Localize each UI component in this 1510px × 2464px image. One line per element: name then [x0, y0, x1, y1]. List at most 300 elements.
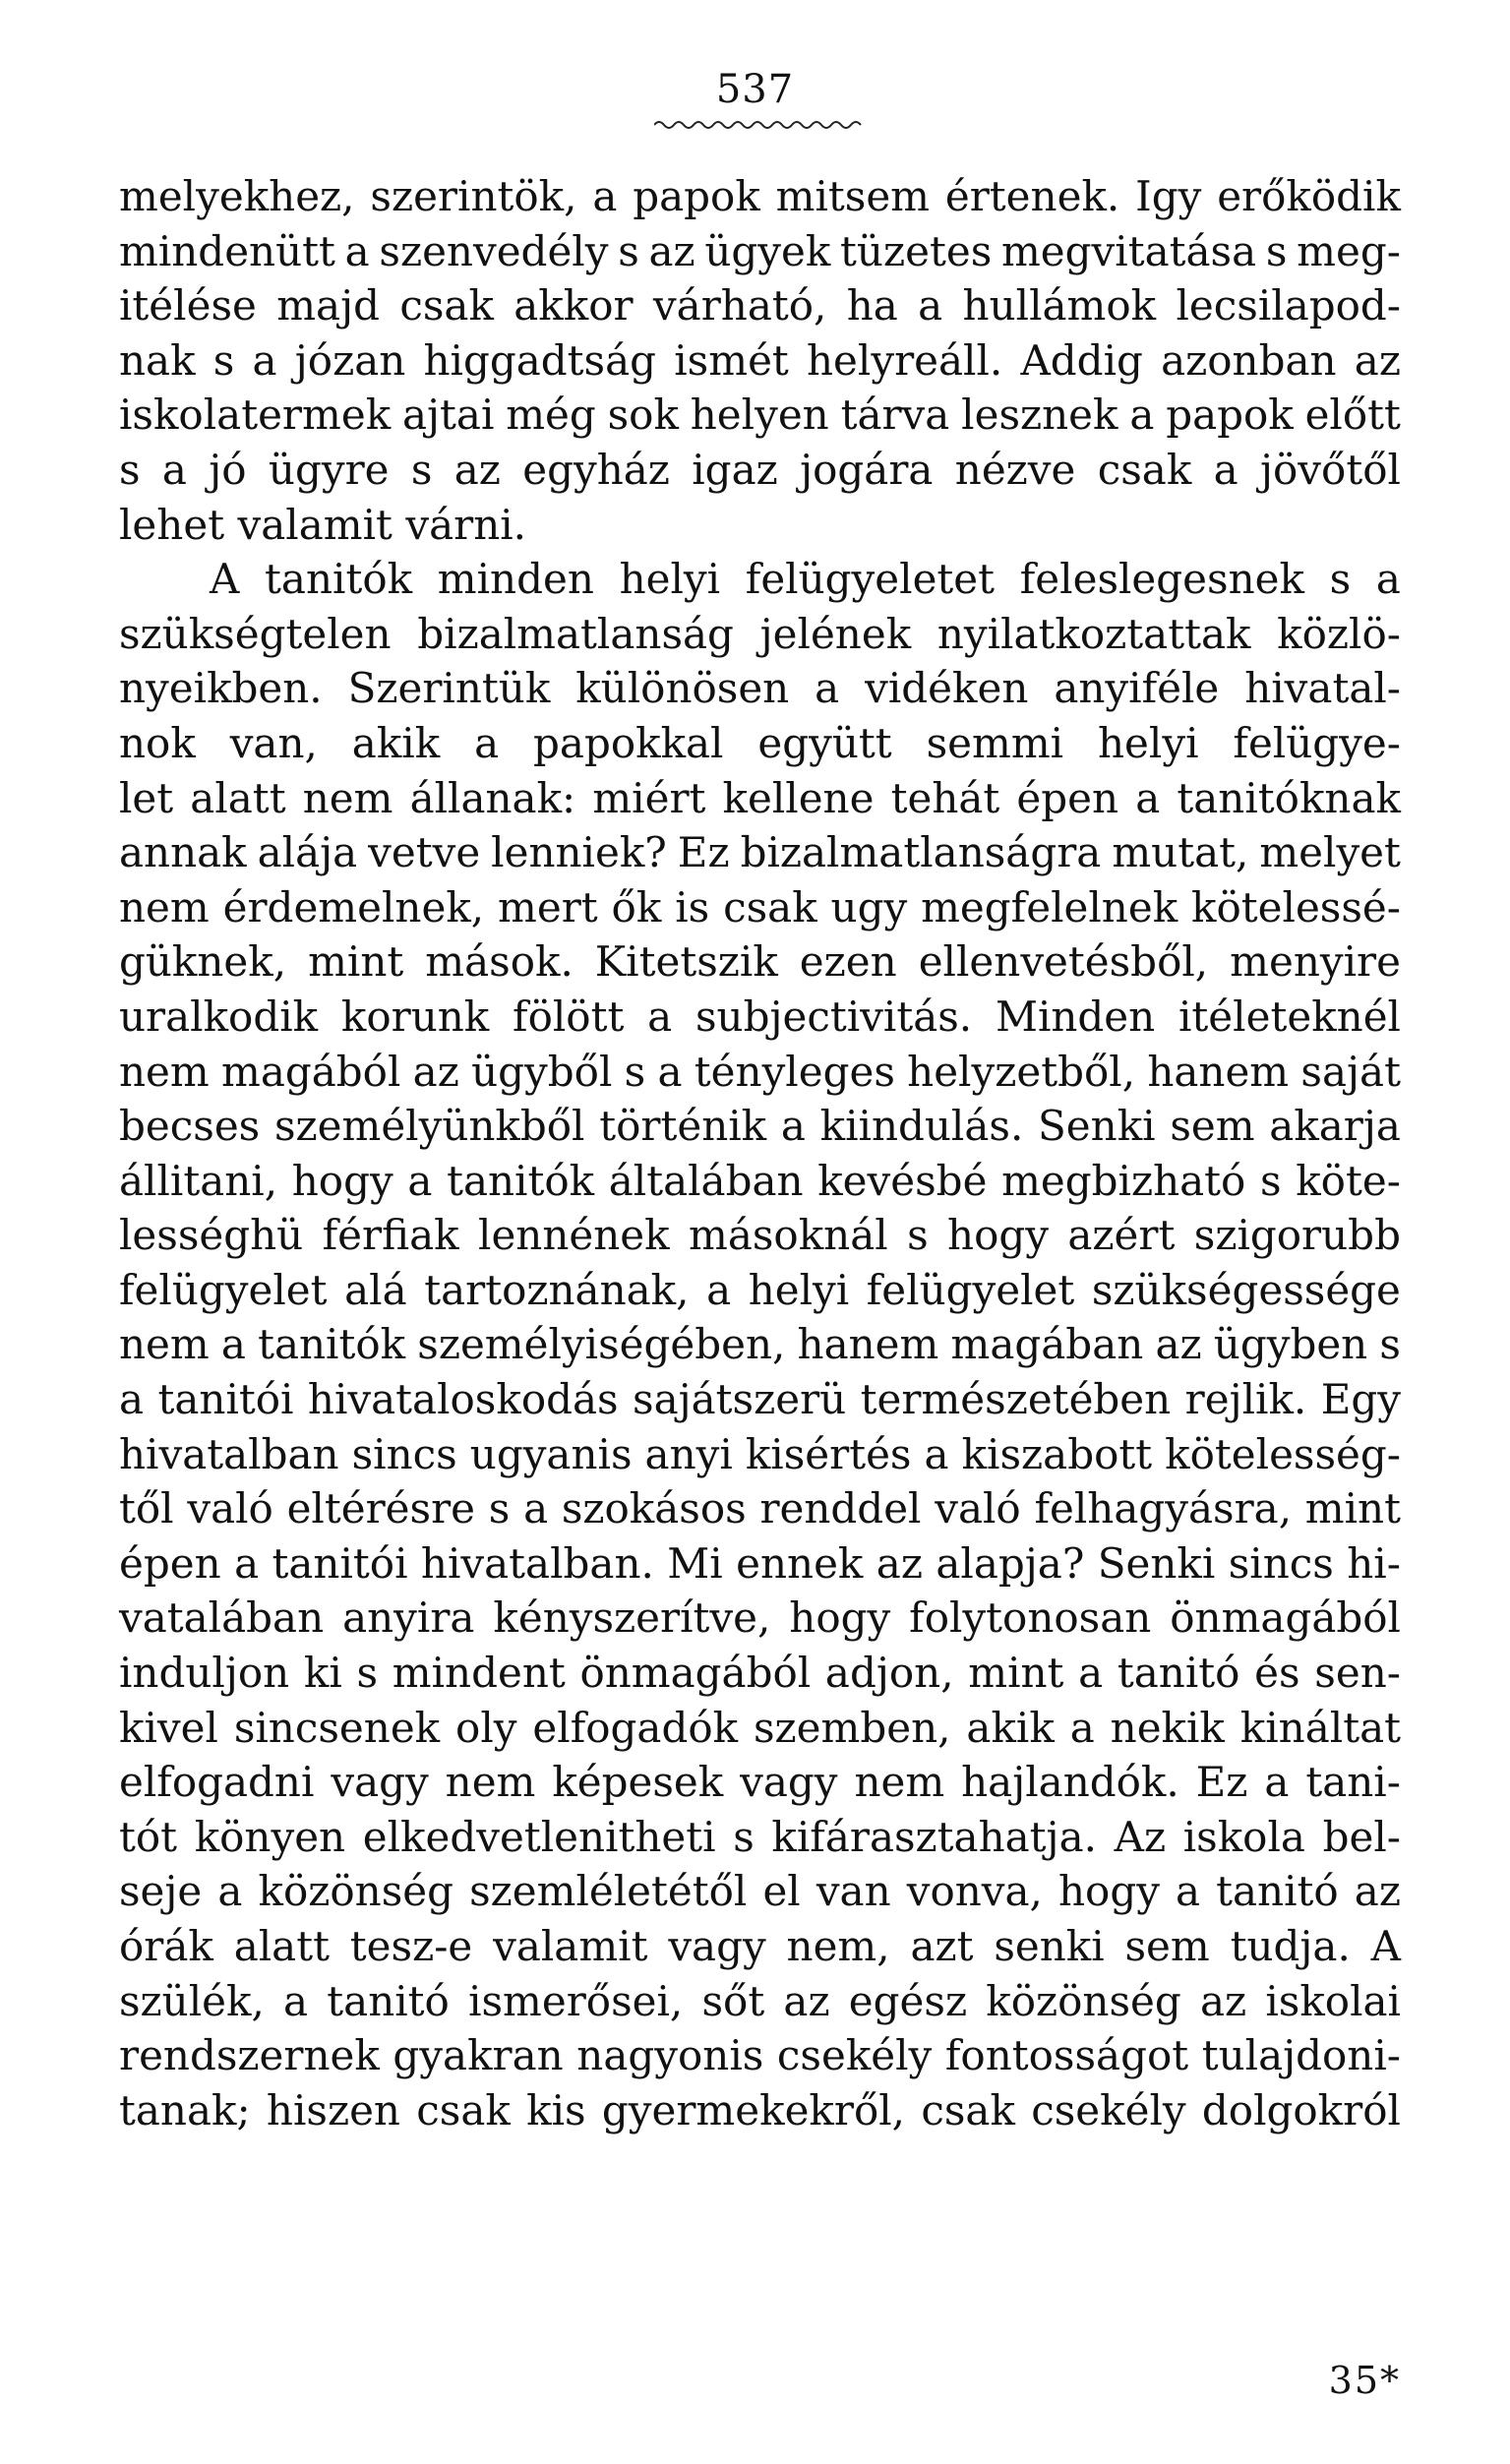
word: ugyanis [469, 1429, 633, 1478]
word: gyermekekről, [601, 2085, 906, 2134]
text-line [119, 934, 1401, 990]
word: helyzetből, [907, 1047, 1136, 1096]
word: kisértés [745, 1429, 912, 1478]
word: szükségtelen [119, 609, 392, 658]
word: kivel [119, 1703, 218, 1752]
word: kiszabott [961, 1429, 1153, 1478]
word: ugy [830, 882, 908, 932]
word: a [161, 445, 187, 494]
word: hiszen [266, 2085, 400, 2134]
word: A [1370, 1922, 1401, 1970]
word: ők [611, 882, 662, 932]
word: személyiségében, [417, 1320, 786, 1369]
text-line [119, 2028, 1401, 2083]
word: azt [910, 1922, 974, 1970]
word: a [1176, 1867, 1201, 1916]
word: s [907, 1211, 929, 1260]
word: rejlik. [1184, 1375, 1307, 1424]
word: csak [921, 2085, 1015, 2134]
word: józan [294, 335, 406, 385]
word: tárva [840, 391, 950, 440]
text-line [119, 1919, 1401, 1974]
word: magában [950, 1320, 1144, 1369]
word: Kitetszik [594, 937, 778, 987]
text-line [119, 771, 1401, 826]
word: papok [633, 172, 760, 220]
word: ha [846, 281, 898, 331]
word: tanak; [119, 2085, 251, 2134]
word: tényleges [694, 1047, 895, 1096]
word: sen- [1314, 1649, 1401, 1698]
text-line [119, 1427, 1401, 1482]
word: a [220, 1320, 246, 1369]
word: természetében [860, 1375, 1172, 1424]
word: iskola [1182, 1812, 1305, 1861]
word: ellenvetésből, [918, 937, 1209, 987]
word: szigorubb [1193, 1211, 1401, 1260]
word: helyreáll. [807, 335, 1003, 385]
word: s [618, 226, 639, 275]
word: vagy [331, 1758, 429, 1807]
body-text [119, 169, 1401, 2137]
word: közönség [986, 1976, 1181, 2025]
text-line [119, 278, 1401, 333]
word: mint [968, 1649, 1064, 1698]
word: nem, [786, 1922, 890, 1970]
word: s [1329, 555, 1352, 604]
text-line [119, 2083, 1401, 2138]
word: senki [994, 1922, 1105, 1970]
word: től [119, 1484, 174, 1533]
word: férfiak [322, 1211, 459, 1260]
text-line [119, 1646, 1401, 1701]
word: mint [308, 937, 404, 987]
word: hogy [947, 1211, 1049, 1260]
text-line [119, 990, 1401, 1045]
word: nem [119, 1320, 210, 1369]
word: a [657, 1047, 683, 1096]
word: melyet [1259, 828, 1401, 877]
word: Senki [1038, 1102, 1156, 1151]
word: alapja? [936, 1538, 1085, 1588]
word: szemben, [753, 1703, 951, 1752]
word: lennének [478, 1211, 670, 1260]
word: szülék, [119, 1976, 265, 2025]
word: sőt [701, 1976, 765, 2025]
word: a [1375, 555, 1401, 604]
word: a [706, 1265, 732, 1314]
word: kötelessé- [1191, 882, 1401, 932]
word: nézve [954, 445, 1076, 494]
word: tanitók [258, 1320, 406, 1369]
word: felhagyásra, [1034, 1484, 1293, 1533]
word: tanitók [447, 1156, 595, 1205]
word: a [474, 718, 500, 767]
word: s [488, 1484, 511, 1533]
text-line [119, 1481, 1401, 1536]
word: értenek. [944, 172, 1120, 220]
word: ki [303, 1649, 342, 1698]
word: személyünkből [273, 1102, 585, 1151]
text-line [119, 1536, 1401, 1592]
word: renddel [759, 1484, 922, 1533]
word: let [119, 773, 174, 822]
word: sincs [351, 1429, 457, 1478]
word: oly [455, 1703, 517, 1752]
word: tesz-e [349, 1922, 473, 1970]
word: önmagából [579, 1649, 812, 1698]
word: megvitatása [1000, 226, 1257, 275]
word: alatt [233, 1922, 330, 1970]
word: valamit [493, 1922, 648, 1970]
word: ismét [674, 335, 789, 385]
word: lehet [119, 500, 225, 549]
word: a [1264, 1758, 1290, 1807]
word: s [733, 1812, 755, 1861]
word: annak [119, 828, 247, 877]
word: s [119, 445, 141, 494]
word: a [119, 1375, 145, 1424]
word: vidéken [865, 664, 1029, 713]
word: nem [119, 882, 210, 932]
text-line [119, 1810, 1401, 1865]
word: hivatal- [1244, 664, 1401, 713]
word: a [344, 226, 370, 275]
word: nyeikben. [119, 664, 323, 713]
word: Az [1114, 1812, 1167, 1861]
word: magából [221, 1047, 401, 1096]
word: a [647, 992, 673, 1041]
word: a [1129, 391, 1155, 440]
word: akik [966, 1703, 1055, 1752]
word: s [212, 335, 235, 385]
word: tanitói [272, 1538, 408, 1588]
word: ezen [799, 937, 897, 987]
word: az [648, 226, 695, 275]
word: szemléletétől [469, 1867, 748, 1916]
word: Addig [1020, 335, 1143, 385]
word: kötelesség- [1165, 1429, 1401, 1478]
word: jelének [759, 609, 912, 658]
word: állitani, [119, 1156, 278, 1205]
word: van [815, 1867, 891, 1916]
word: hogy [1057, 1867, 1160, 1916]
word: ennek [736, 1538, 864, 1588]
text-line [119, 1701, 1401, 1756]
word: sok [607, 391, 679, 440]
word: jó [209, 445, 247, 494]
word: sem [1170, 1102, 1255, 1151]
text-line [119, 825, 1401, 880]
word: Minden [995, 992, 1156, 1041]
word: tartoznának, [424, 1265, 690, 1314]
word: felügyelet [866, 1265, 1075, 1314]
word: folytonosan [909, 1593, 1152, 1643]
word: helyi [619, 555, 721, 604]
word: általában [608, 1156, 804, 1205]
word: alá [344, 1265, 407, 1314]
word: szerintök, [370, 172, 577, 220]
word: s [1379, 1320, 1401, 1369]
word: semmi [926, 718, 1064, 767]
word: s [356, 1649, 379, 1698]
text-line [119, 333, 1401, 389]
text-line [119, 1864, 1401, 1919]
word: sincs [1228, 1538, 1334, 1588]
word: a [217, 1867, 243, 1916]
word: A [210, 555, 240, 604]
word: hivatalban [119, 1429, 339, 1478]
word: az [1155, 1320, 1202, 1369]
word: s [1265, 226, 1288, 275]
word: csekély [1031, 2085, 1186, 2134]
text-line [119, 388, 1401, 443]
word: hogy [789, 1593, 891, 1643]
word: akkor [513, 281, 634, 331]
word: tanitó [1216, 1867, 1339, 1916]
word: vetve [368, 828, 481, 877]
text-line [119, 224, 1401, 279]
word: güknek, [119, 937, 287, 987]
word: köte- [1296, 1156, 1401, 1205]
word: melyekhez, [119, 172, 355, 220]
word: alatt [190, 773, 286, 822]
word: való [935, 1484, 1021, 1533]
word: hivatalban. [420, 1538, 654, 1588]
word: menyire [1230, 937, 1401, 987]
word: s [410, 445, 433, 494]
word: hanem [1147, 1047, 1290, 1096]
word: majd [276, 281, 380, 331]
text-line [119, 1755, 1401, 1810]
word: mutat, [1112, 828, 1249, 877]
word: helyi [1098, 718, 1199, 767]
word: közlö- [1277, 609, 1401, 658]
word: tulajdoni- [1201, 2031, 1401, 2080]
word: ügyben [1213, 1320, 1368, 1369]
word: itéleteknél [1178, 992, 1401, 1041]
word: az [1354, 1867, 1401, 1916]
word: különösen [575, 664, 790, 713]
word: tanitói [157, 1375, 294, 1424]
word: előtt [1304, 391, 1401, 440]
word: kiindulás. [819, 1102, 1024, 1151]
text-line [119, 443, 1401, 498]
word: meg- [1297, 226, 1401, 275]
word: várni. [405, 500, 527, 549]
word: a [407, 1156, 433, 1205]
word: azért [1067, 1211, 1176, 1260]
word: csak [416, 2085, 511, 2134]
text-line [119, 1154, 1401, 1209]
word: szenvedély [379, 226, 609, 275]
word: helyi [748, 1265, 850, 1314]
word: induljon [119, 1649, 290, 1698]
word: csak [399, 281, 494, 331]
word: kis [526, 2085, 586, 2134]
word: alája [257, 828, 358, 877]
word: ismerősei, [468, 1976, 684, 2025]
word: kevésbé [817, 1156, 988, 1205]
word: mások. [425, 937, 574, 987]
word: való [187, 1484, 273, 1533]
word: uralkodik [119, 992, 319, 1041]
word: állanak: [409, 773, 576, 822]
word: valamit [237, 500, 393, 549]
page-number-wavy-rule [654, 118, 866, 132]
word: sincsenek [233, 1703, 441, 1752]
word: lességhü [119, 1211, 304, 1260]
text-line [119, 1263, 1401, 1318]
word: megbizható [1001, 1156, 1246, 1205]
word: mint [1304, 1484, 1401, 1533]
word: a [815, 664, 840, 713]
word: anyiféle [1054, 664, 1220, 713]
word: nok [119, 718, 196, 767]
word: azonban [1161, 335, 1337, 385]
word: Senki [1097, 1538, 1216, 1588]
word: bizalmatlanságra [740, 828, 1102, 877]
word: anyira [342, 1593, 475, 1643]
word: iskolatermek [119, 391, 392, 440]
word: igaz [692, 445, 778, 494]
word: gyakran [393, 2031, 564, 2080]
word: tót [119, 1812, 178, 1861]
word: tehát [890, 773, 1000, 822]
word: a [234, 1538, 260, 1588]
word: tudja. [1230, 1922, 1351, 1970]
word: is [675, 882, 710, 932]
word: saját [1300, 1047, 1401, 1096]
word: mert [498, 882, 598, 932]
word: s [624, 1047, 646, 1096]
word: rendszernek [119, 2031, 380, 2080]
word: vagy [740, 1758, 838, 1807]
word: az [1354, 335, 1401, 385]
text-line [119, 1208, 1401, 1263]
word: tanitóknak [1177, 773, 1401, 822]
word: papokkal [533, 718, 724, 767]
word: bizalmatlanság [417, 609, 734, 658]
text-line [119, 1317, 1401, 1372]
word: nekik [1110, 1703, 1225, 1752]
word: erőködik [1217, 172, 1401, 220]
word: vonva, [906, 1867, 1043, 1916]
word: felügyeletet [745, 555, 996, 604]
word: tanitó [1117, 1649, 1240, 1698]
word: jövőtől [1260, 445, 1401, 494]
word: Mi [667, 1538, 723, 1588]
word: az [412, 1047, 459, 1096]
word: vatalában [119, 1593, 325, 1643]
word: Igy [1135, 172, 1202, 220]
word: bel- [1322, 1812, 1401, 1861]
word: történik [599, 1102, 767, 1151]
page-number: 537 [715, 67, 795, 112]
word: anyi [644, 1429, 733, 1478]
word: hi- [1347, 1538, 1401, 1588]
word: iskolai [1265, 1976, 1401, 2025]
word: minden [437, 555, 594, 604]
word: felügye- [1233, 718, 1401, 767]
word: tanitók [265, 555, 413, 604]
word: mitsem [775, 172, 931, 220]
word: nem [302, 773, 393, 822]
word: az [1199, 1976, 1247, 2025]
printer-signature-mark: 35* [1328, 2359, 1401, 2402]
word: a [918, 281, 943, 331]
word: akik [351, 718, 441, 767]
text-line [119, 1591, 1401, 1646]
word: lesznek [961, 391, 1118, 440]
word: a [1078, 1649, 1104, 1698]
text-line [119, 716, 1401, 771]
word: seje [119, 1867, 203, 1916]
text-line [119, 880, 1401, 935]
word: hanem [797, 1320, 939, 1369]
word: ajtai [401, 391, 495, 440]
word: az [453, 445, 501, 494]
word: csak [1097, 445, 1192, 494]
word: subjectivitás. [695, 992, 973, 1041]
word: érdemelnek, [222, 882, 485, 932]
word: tani- [1305, 1758, 1401, 1807]
word: nyilatkoztattak [936, 609, 1251, 658]
word: van, [229, 718, 318, 767]
word: épen [119, 1538, 221, 1588]
word: tanitó [327, 1976, 450, 2025]
word: és [1254, 1649, 1300, 1698]
word: hullámok [962, 281, 1157, 331]
text-line [210, 552, 1401, 607]
word: nagyonis [576, 2031, 764, 2080]
text-line [119, 498, 1401, 553]
word: könyen [194, 1812, 346, 1861]
word: a [283, 1976, 309, 2025]
word: eltérésre [286, 1484, 476, 1533]
word: a [924, 1429, 949, 1478]
word: kellene [722, 773, 875, 822]
word: hajlandók. [961, 1758, 1179, 1807]
word: egész [848, 1976, 968, 2025]
word: lecsilapod- [1176, 281, 1401, 331]
word: Ez [677, 828, 730, 877]
text-line [119, 1045, 1401, 1100]
word: kifárasztahatja. [771, 1812, 1097, 1861]
word: sem [1124, 1922, 1210, 1970]
word: elfogadók [532, 1703, 739, 1752]
word: ügyek [704, 226, 831, 275]
word: a [252, 335, 277, 385]
word: csak [723, 882, 817, 932]
word: dolgokról [1201, 2085, 1401, 2134]
word: még [506, 391, 596, 440]
word: mindenütt [119, 226, 335, 275]
word: egyház [522, 445, 670, 494]
word: a [523, 1484, 549, 1533]
word: el [762, 1867, 801, 1916]
text-line [119, 1099, 1401, 1154]
word: adjon, [824, 1649, 954, 1698]
word: Egy [1320, 1375, 1401, 1424]
word: épen [1016, 773, 1119, 822]
word: a [592, 172, 618, 220]
word: Szerintük [347, 664, 551, 713]
word: Ez [1195, 1758, 1248, 1807]
word: mindent [392, 1649, 566, 1698]
word: közönség [258, 1867, 453, 1916]
word: együtt [757, 718, 892, 767]
